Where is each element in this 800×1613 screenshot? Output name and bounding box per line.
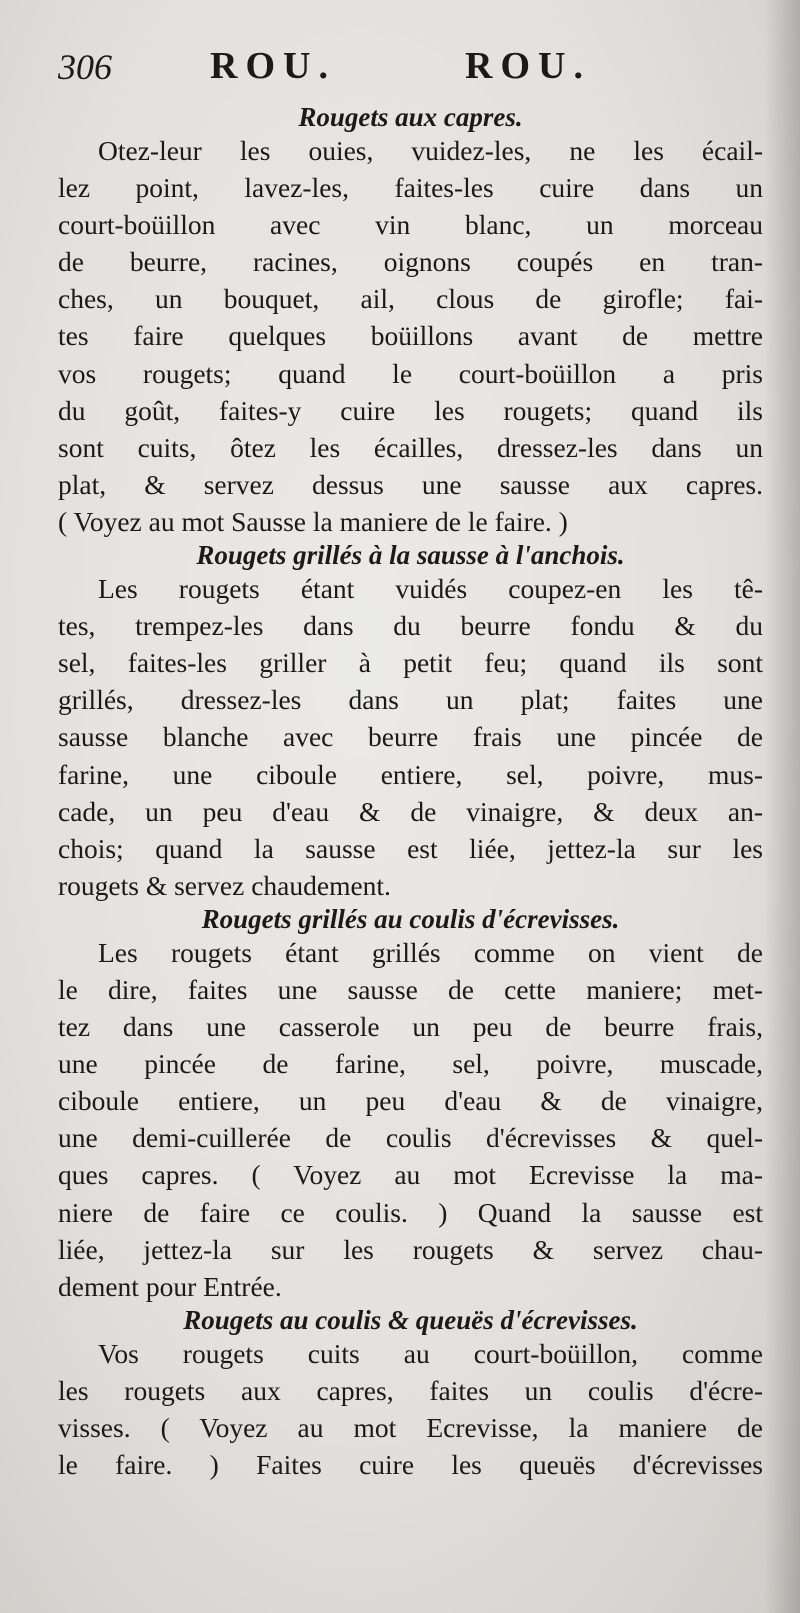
section-title: Rougets grillés à la sausse à l'anchois.: [196, 540, 625, 571]
text-line: plat, & servez dessus une sausse aux capres.: [58, 468, 763, 500]
text-line: niere de faire ce coulis. ) Quand la sausse est: [58, 1196, 763, 1228]
section-paragraph: [58, 1335, 763, 1483]
text-line: le faire. ) Faites cuire les queuës d'écrevisses: [58, 1449, 763, 1481]
running-head-left: ROU.: [210, 45, 336, 87]
text-line: rougets & servez chaudement.: [58, 869, 391, 901]
text-line: tes, trempez-les dans du beurre fondu & du: [58, 610, 763, 642]
text-line: le dire, faites une sausse de cette maniere; met-: [58, 973, 763, 1005]
text-line: tes faire quelques boüillons avant de mettre: [58, 320, 763, 352]
text-line: dement pour Entrée.: [58, 1270, 282, 1302]
section-title: Rougets aux capres.: [298, 102, 523, 132]
text-line: lez point, lavez-les, faites-les cuire dans un: [58, 172, 763, 204]
text-line: farine, une ciboule entiere, sel, poivre, mus-: [58, 758, 763, 790]
section-title: Rougets au coulis & queuës d'écrevisses.: [183, 1304, 638, 1335]
running-head: [58, 42, 763, 102]
text-line: sel, faites-les griller à petit feu; quand ils sont: [58, 647, 763, 679]
text-line: Les rougets étant vuidés coupez-en les tê-: [98, 573, 763, 605]
text-line: cade, un peu d'eau & de vinaigre, & deux an-: [58, 795, 763, 827]
text-line: tez dans une casserole un peu de beurre frais,: [58, 1011, 763, 1043]
text-line: Vos rougets cuits au court-boüillon, comme: [98, 1337, 763, 1369]
text-line: ques capres. ( Voyez au mot Ecrevisse la ma-: [58, 1159, 763, 1191]
page-number: 306: [58, 47, 112, 87]
page-text-block: [58, 42, 763, 1483]
text-line: sont cuits, ôtez les écailles, dressez-les dans un: [58, 431, 763, 463]
text-line: sausse blanche avec beurre frais une pincée de: [58, 721, 763, 753]
text-line: court-boüillon avec vin blanc, un morceau: [58, 209, 763, 241]
section-paragraph: [58, 132, 763, 540]
text-line: ches, un bouquet, ail, clous de girofle; fai-: [58, 283, 763, 315]
running-head-right: ROU.: [465, 45, 591, 87]
text-line: ciboule entiere, un peu d'eau & de vinaigre,: [58, 1085, 763, 1117]
text-line: de beurre, racines, oignons coupés en tran-: [58, 246, 763, 278]
text-line: du goût, faites-y cuire les rougets; quand ils: [58, 394, 763, 426]
text-line: liée, jettez-la sur les rougets & servez chau-: [58, 1233, 763, 1265]
page-gutter-shadow: [764, 0, 800, 1613]
section-title: Rougets grillés au coulis d'écrevisses.: [201, 903, 620, 934]
text-line: grillés, dressez-les dans un plat; faites une: [58, 684, 763, 716]
text-line: une demi-cuillerée de coulis d'écrevisses & quel-: [58, 1122, 763, 1154]
text-line: une pincée de farine, sel, poivre, muscade,: [58, 1048, 763, 1080]
text-line: les rougets aux capres, faites un coulis d'écre-: [58, 1374, 763, 1406]
text-line: chois; quand la sausse est liée, jettez-la sur les: [58, 832, 763, 864]
text-line: vos rougets; quand le court-boüillon a pris: [58, 357, 763, 389]
section-paragraph: [58, 570, 763, 904]
text-line: Les rougets étant grillés comme on vient de: [98, 936, 763, 968]
text-line: visses. ( Voyez au mot Ecrevisse, la maniere de: [58, 1412, 763, 1443]
section-paragraph: [58, 934, 763, 1305]
text-line: Otez-leur les ouies, vuidez-les, ne les écail-: [98, 135, 763, 166]
text-line: ( Voyez au mot Sausse la maniere de le faire. ): [58, 505, 568, 537]
